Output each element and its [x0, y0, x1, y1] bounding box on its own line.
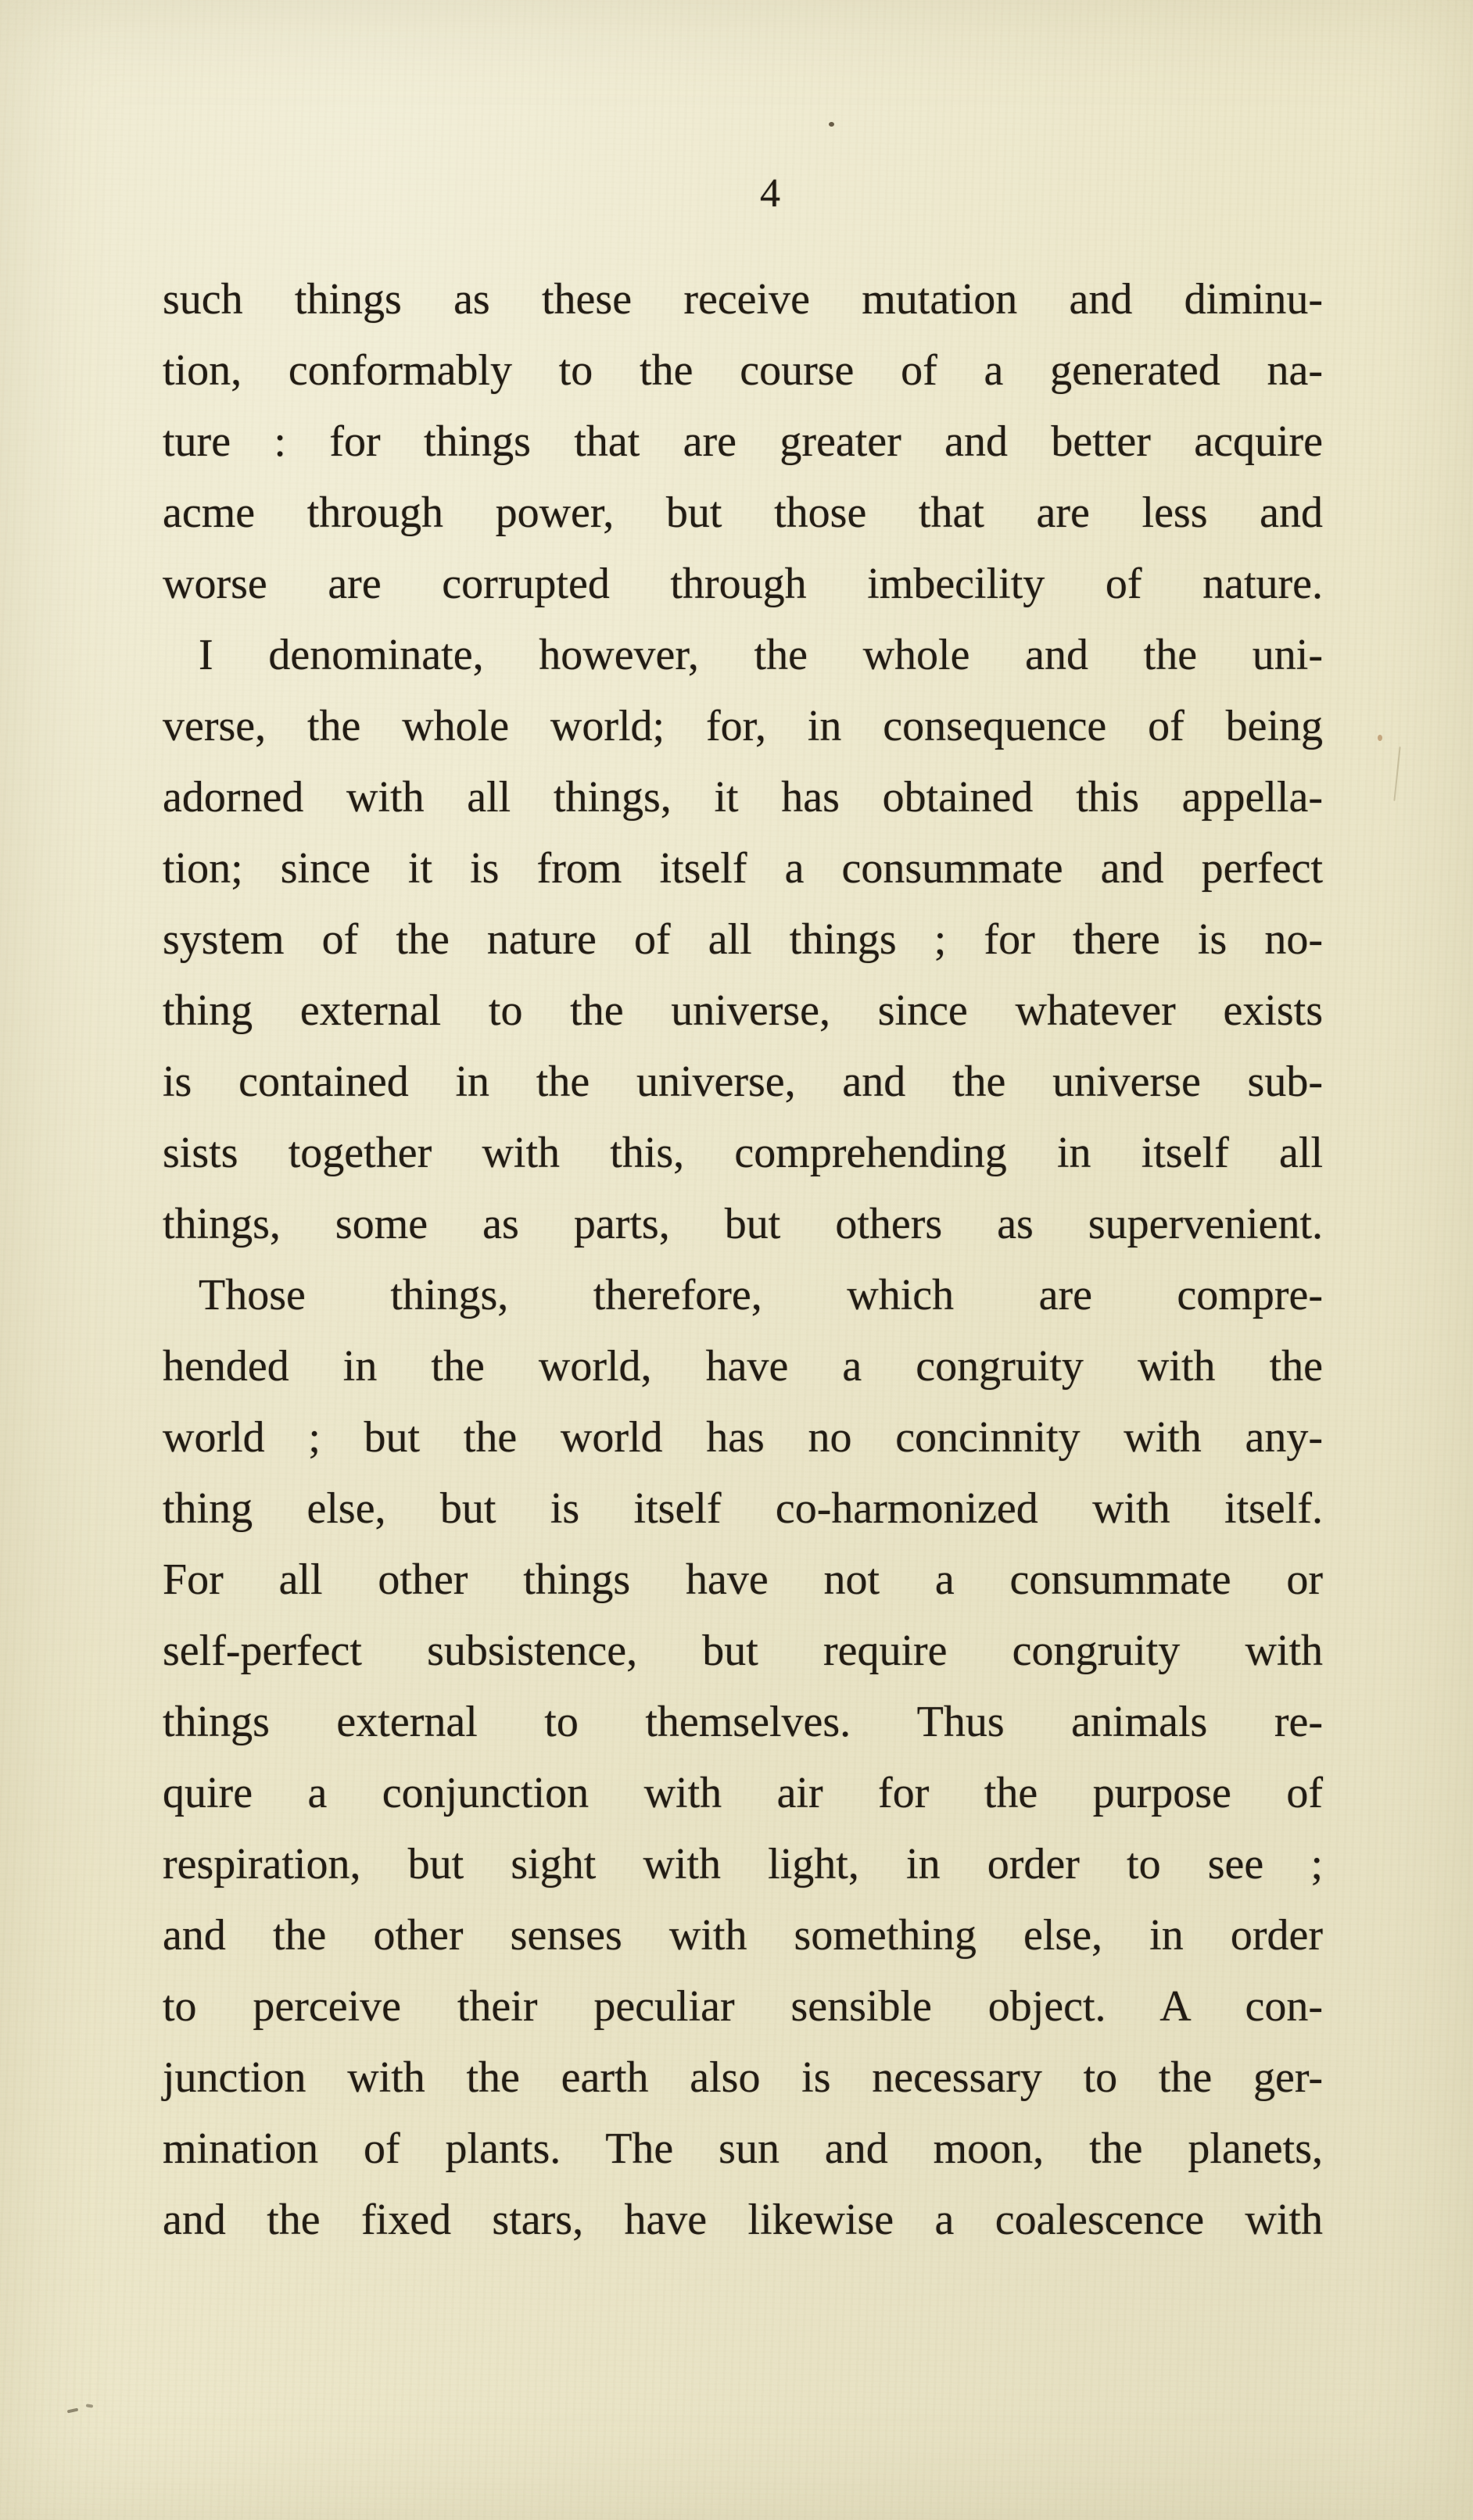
paragraph: [163, 1260, 1323, 2256]
text-line: world ; but the world has no concinnity with any-: [163, 1413, 1323, 1462]
text-line: respiration, but sight with light, in order to see ;: [163, 1840, 1323, 1888]
text-line: sists together with this, comprehending in itself all: [163, 1129, 1323, 1177]
text-line: such things as these receive mutation and diminu-: [163, 275, 1323, 324]
paragraph: [163, 264, 1323, 620]
text-line: I denominate, however, the whole and the uni-: [199, 631, 1323, 679]
text-line: thing else, but is itself co-harmonized with itself.: [163, 1484, 1323, 1533]
text-line: acme through power, but those that are less and: [163, 489, 1323, 537]
text-line: things, some as parts, but others as supervenient.: [163, 1200, 1323, 1248]
text-line: mination of plants. The sun and moon, the planets,: [163, 2124, 1323, 2173]
text-block: [163, 264, 1323, 2256]
text-line: to perceive their peculiar sensible object. A con-: [163, 1982, 1323, 2031]
text-line: hended in the world, have a congruity with the: [163, 1342, 1323, 1391]
text-line: tion, conformably to the course of a generated na-: [163, 346, 1323, 395]
text-line: thing external to the universe, since whatever exists: [163, 986, 1323, 1035]
text-line: and the fixed stars, have likewise a coalescence with: [163, 2196, 1323, 2244]
paragraph: [163, 620, 1323, 1260]
paper-speck: [67, 2408, 79, 2414]
text-line: things external to themselves. Thus animals re-: [163, 1698, 1323, 1746]
text-line: tion; since it is from itself a consummate and perfect: [163, 844, 1323, 893]
text-line: quire a conjunction with air for the purpose of: [163, 1769, 1323, 1817]
text-line: junction with the earth also is necessary to the ger-: [163, 2053, 1323, 2102]
text-line: is contained in the universe, and the universe sub-: [163, 1058, 1323, 1106]
paper-speck: [1378, 735, 1382, 741]
text-line: verse, the whole world; for, in consequence of being: [163, 702, 1323, 750]
text-line: self-perfect subsistence, but require congruity with: [163, 1627, 1323, 1675]
text-line: Those things, therefore, which are compre-: [199, 1271, 1323, 1319]
text-line: worse are corrupted through imbecility of nature.: [163, 560, 1323, 608]
text-line: ture : for things that are greater and better acquire: [163, 417, 1323, 466]
text-line: system of the nature of all things ; for there is no-: [163, 915, 1323, 964]
text-line: and the other senses with something else, in order: [163, 1911, 1323, 1960]
text-line: For all other things have not a consummate or: [163, 1555, 1323, 1604]
paper-speck: [829, 122, 834, 127]
paper-scratch: [1393, 746, 1400, 801]
text-line: adorned with all things, it has obtained this appella-: [163, 773, 1323, 822]
page-number: 4: [760, 171, 780, 216]
paper-speck: [86, 2404, 93, 2407]
